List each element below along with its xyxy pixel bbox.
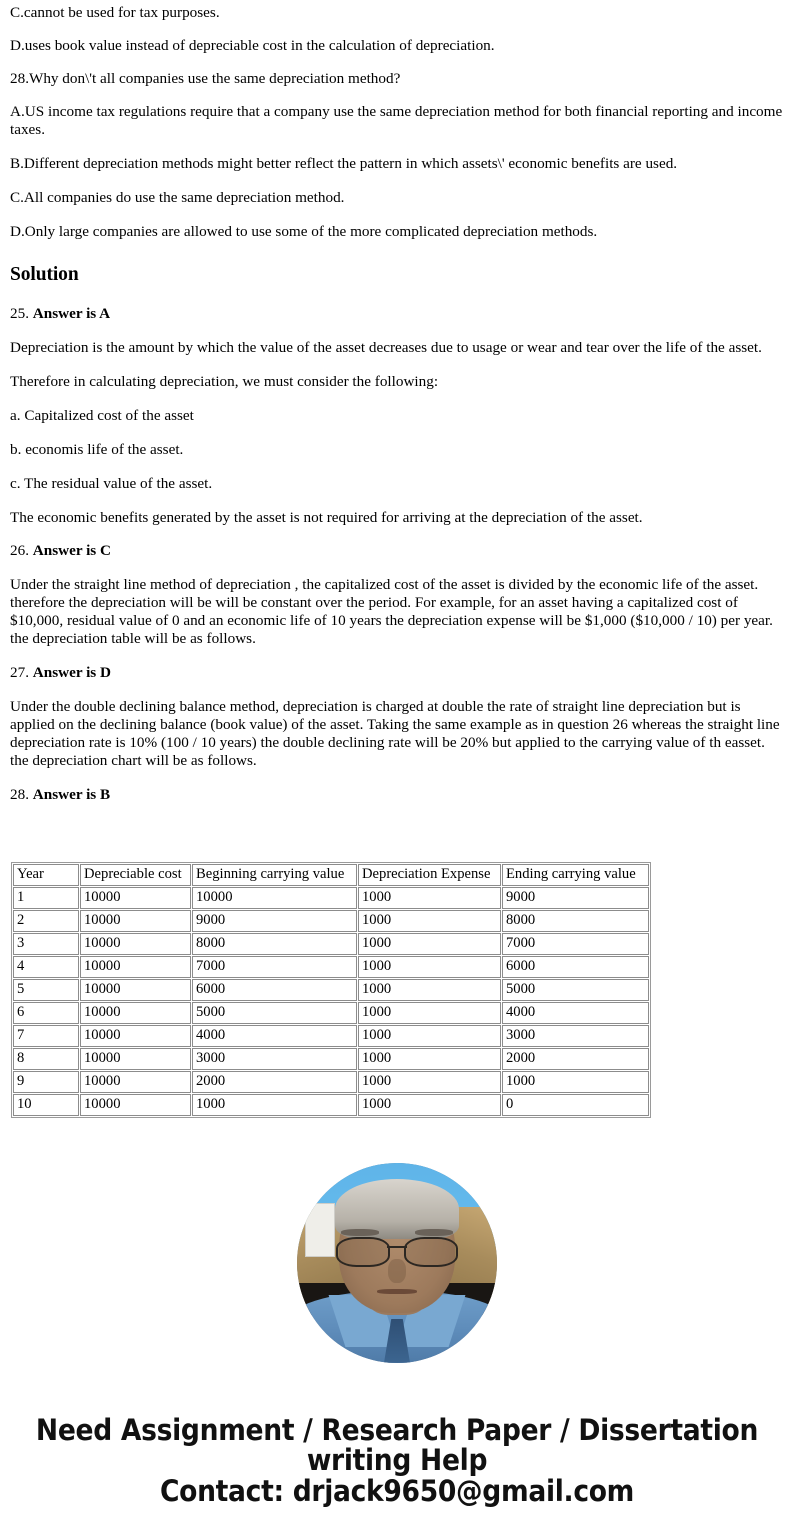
answer-number-27: 27. (10, 664, 29, 682)
cell-beginning-carrying-value: 5000 (192, 1002, 357, 1024)
table-row (13, 1048, 649, 1070)
cell-depreciation-expense: 1000 (358, 910, 501, 932)
cell-depreciable-cost: 10000 (80, 979, 191, 1001)
cell-year: 5 (13, 979, 79, 1001)
header-year: Year (13, 864, 79, 886)
solution-25-para-3: a. Capitalized cost of the asset (10, 406, 194, 424)
table-row (13, 910, 649, 932)
cell-ending-carrying-value: 7000 (502, 933, 649, 955)
photo-mouth (377, 1289, 417, 1294)
photo-glasses-bridge (387, 1246, 407, 1249)
depreciation-table (11, 862, 651, 1118)
solution-25-para-2: Therefore in calculating depreciation, we must consider the following: (10, 372, 439, 390)
cell-depreciable-cost: 10000 (80, 1002, 191, 1024)
table-row (13, 887, 649, 909)
answer-line-25 (10, 305, 784, 323)
cell-depreciation-expense: 1000 (358, 956, 501, 978)
solution-26-para-1: Under the straight line method of depreciation , the capitalized cost of the asset is divided by the economic life of the asset. therefore the depreciation will be will be constant over the period. For example, for an asset having a capitalized cost of $10,000, residual value of 0 and an economic life of 10 years the depreciation expense will be $1,000 ($10,000 / 10) per year. the depreciation table will be as follows. (10, 576, 773, 648)
cell-depreciation-expense: 1000 (358, 1071, 501, 1093)
question-28-option-b: B.Different depreciation methods might better reflect the pattern in which assets\' economic benefits are used. (10, 154, 678, 172)
avatar (297, 1163, 497, 1363)
photo-lens-right (404, 1237, 458, 1267)
solution-27-para-1: Under the double declining balance method, depreciation is charged at double the rate of straight line depreciation but is applied on the declining balance (book value) of the asset. Taking the same example as in question 26 whereas the straight line depreciation rate is 10% (100 / 10 years) the double declining rate will be 20% but applied to the carrying value of th easset. the depreciation chart will be as follows. (10, 698, 780, 769)
photo-background-panel (305, 1203, 335, 1257)
cell-ending-carrying-value: 9000 (502, 887, 649, 909)
table-row (13, 956, 649, 978)
cell-depreciable-cost: 10000 (80, 1094, 191, 1116)
cell-beginning-carrying-value: 3000 (192, 1048, 357, 1070)
photo-eyebrow-left (341, 1229, 379, 1236)
header-ending-carrying-value: Ending carrying value (502, 864, 649, 886)
cell-year: 8 (13, 1048, 79, 1070)
cell-beginning-carrying-value: 7000 (192, 956, 357, 978)
solution-25-para-5: c. The residual value of the asset. (10, 474, 213, 492)
cell-year: 2 (13, 910, 79, 932)
answer-label-28: Answer is B (32, 785, 111, 803)
cell-year: 9 (13, 1071, 79, 1093)
avatar-container (10, 1163, 784, 1363)
cell-year: 4 (13, 956, 79, 978)
cell-ending-carrying-value: 0 (502, 1094, 649, 1116)
answer-number-25: 25. (10, 304, 29, 322)
cell-ending-carrying-value: 6000 (502, 956, 649, 978)
solution-item-28 (10, 786, 784, 804)
cell-depreciable-cost: 10000 (80, 1048, 191, 1070)
answer-line-26 (10, 542, 784, 560)
answer-label-26: Answer is C (32, 542, 111, 560)
header-beginning-carrying-value: Beginning carrying value (192, 864, 357, 886)
cell-beginning-carrying-value: 1000 (192, 1094, 357, 1116)
cell-depreciable-cost: 10000 (80, 956, 191, 978)
cell-beginning-carrying-value: 9000 (192, 910, 357, 932)
cell-depreciation-expense: 1000 (358, 933, 501, 955)
question-28-option-c: C.All companies do use the same depreciation method. (10, 188, 345, 206)
table-row (13, 933, 649, 955)
table-header-row-group (13, 864, 649, 886)
answer-label-27: Answer is D (32, 664, 111, 682)
cell-beginning-carrying-value: 8000 (192, 933, 357, 955)
cell-ending-carrying-value: 5000 (502, 979, 649, 1001)
cell-depreciable-cost: 10000 (80, 1071, 191, 1093)
question-options-continued (10, 0, 784, 55)
solution-heading: Solution (10, 263, 79, 285)
question-28-option-a: A.US income tax regulations require that a company use the same depreciation method for both financial reporting and income taxes. (10, 102, 783, 138)
table-header-row (13, 864, 649, 886)
cell-depreciable-cost: 10000 (80, 887, 191, 909)
option-d-top: D.uses book value instead of depreciable cost in the calculation of depreciation. (10, 36, 495, 54)
cell-year: 10 (13, 1094, 79, 1116)
solution-25-para-4: b. economis life of the asset. (10, 440, 184, 458)
cell-ending-carrying-value: 8000 (502, 910, 649, 932)
cell-depreciation-expense: 1000 (358, 1002, 501, 1024)
promo-footer (10, 1412, 784, 1508)
cell-ending-carrying-value: 3000 (502, 1025, 649, 1047)
cell-year: 7 (13, 1025, 79, 1047)
photo-lens-left (336, 1237, 390, 1267)
option-c-top: C.cannot be used for tax purposes. (10, 4, 220, 21)
cell-year: 3 (13, 933, 79, 955)
cell-beginning-carrying-value: 2000 (192, 1071, 357, 1093)
cell-ending-carrying-value: 1000 (502, 1071, 649, 1093)
cell-beginning-carrying-value: 6000 (192, 979, 357, 1001)
solution-item-27 (10, 664, 784, 770)
solution-item-25 (10, 305, 784, 527)
promo-line-2: writing Help (306, 1443, 488, 1478)
table-row (13, 979, 649, 1001)
cell-depreciation-expense: 1000 (358, 1094, 501, 1116)
table-row (13, 1002, 649, 1024)
photo-nose (388, 1259, 406, 1283)
cell-ending-carrying-value: 2000 (502, 1048, 649, 1070)
cell-depreciation-expense: 1000 (358, 1025, 501, 1047)
header-depreciable-cost: Depreciable cost (80, 864, 191, 886)
cell-year: 1 (13, 887, 79, 909)
table-body (13, 887, 649, 1116)
cell-depreciable-cost: 10000 (80, 910, 191, 932)
table-row (13, 1094, 649, 1116)
cell-ending-carrying-value: 4000 (502, 1002, 649, 1024)
table-row (13, 1071, 649, 1093)
question-28-block (10, 70, 784, 241)
answer-line-27 (10, 664, 784, 682)
header-depreciation-expense: Depreciation Expense (358, 864, 501, 886)
answer-number-28: 28. (10, 785, 29, 803)
cell-depreciable-cost: 10000 (80, 933, 191, 955)
answer-line-28 (10, 786, 784, 804)
solution-item-26 (10, 542, 784, 648)
cell-year: 6 (13, 1002, 79, 1024)
question-28-prompt: 28.Why don\'t all companies use the same depreciation method? (10, 69, 401, 87)
cell-depreciable-cost: 10000 (80, 1025, 191, 1047)
cell-beginning-carrying-value: 4000 (192, 1025, 357, 1047)
photo-eyebrow-right (415, 1229, 453, 1236)
solution-25-para-1: Depreciation is the amount by which the value of the asset decreases due to usage or wear and tear over the life of the asset. (10, 338, 762, 356)
cell-depreciation-expense: 1000 (358, 1048, 501, 1070)
question-28-option-d: D.Only large companies are allowed to use some of the more complicated depreciation methods. (10, 222, 598, 240)
answer-number-26: 26. (10, 542, 29, 560)
cell-depreciation-expense: 1000 (358, 979, 501, 1001)
solution-25-para-6: The economic benefits generated by the asset is not required for arriving at the depreciation of the asset. (10, 508, 643, 526)
promo-contact-email-line: Contact: drjack9650@gmail.com (159, 1473, 635, 1508)
cell-depreciation-expense: 1000 (358, 887, 501, 909)
answer-label-25: Answer is A (32, 304, 111, 322)
table-row (13, 1025, 649, 1047)
cell-beginning-carrying-value: 10000 (192, 887, 357, 909)
promo-line-1: Need Assignment / Research Paper / Dissertation (35, 1412, 759, 1447)
